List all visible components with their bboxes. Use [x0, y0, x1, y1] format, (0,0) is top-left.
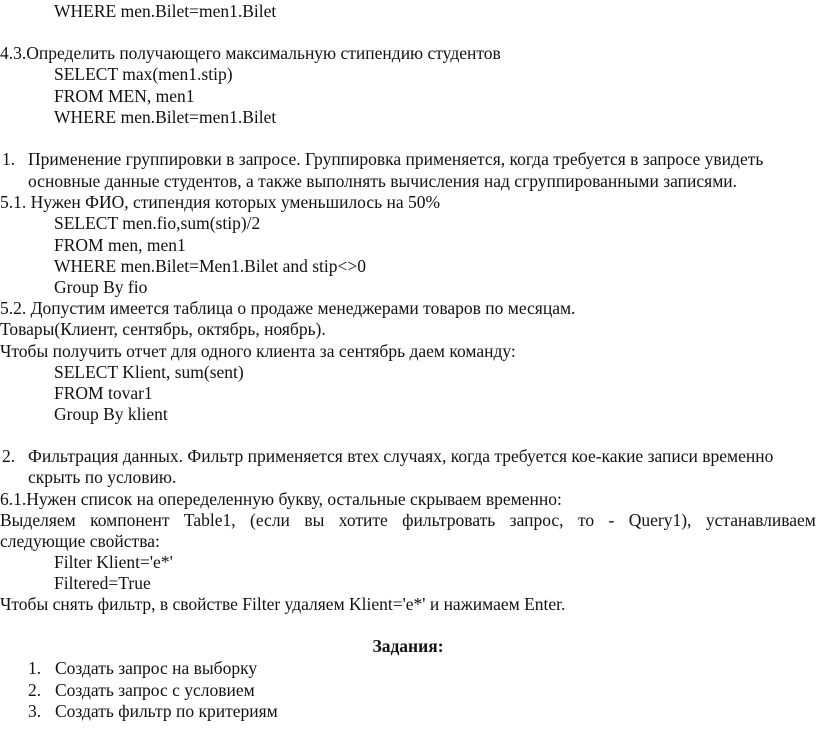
word: устанавливаем: [705, 510, 816, 530]
list-number: 2.: [2, 446, 16, 466]
list-number: 1.: [2, 149, 16, 169]
sql-where-line: WHERE men.Bilet=Men1.Bilet and stip<>0: [54, 256, 367, 276]
task-item: Создать запрос на выборку: [55, 658, 258, 678]
word: -: [608, 510, 615, 530]
sql-where-line: WHERE men.Bilet=men1.Bilet: [54, 1, 277, 21]
word: фильтровать: [402, 510, 496, 530]
task-item: Создать запрос с условием: [55, 680, 255, 700]
table-description: Товары(Клиент, сентябрь, октябрь, ноябрь).: [0, 319, 326, 339]
section-5-2-heading: 5.2. Допустим имеется таблица о продаже менеджерами товаров по месяцам.: [0, 298, 576, 318]
grouping-paragraph-cont: основные данные студентов, а также выполнять вычисления над сгруппированными записями.: [28, 171, 738, 191]
sql-where-line: WHERE men.Bilet=men1.Bilet: [54, 107, 277, 127]
word: Table1,: [183, 510, 236, 530]
word: вы: [304, 510, 325, 530]
component-instruction: [0, 509, 816, 531]
word: хотите: [338, 510, 388, 530]
component-instruction-cont: следующие свойства:: [0, 531, 160, 551]
sql-select-line: SELECT men.fio,sum(stip)/2: [54, 213, 261, 233]
word: компонент: [90, 510, 170, 530]
word: Query1),: [628, 510, 692, 530]
filtering-paragraph: Фильтрация данных. Фильтр применяется втех случаях, когда требуется кое-какие записи временно: [28, 446, 774, 466]
sql-select-line: SELECT max(men1.stip): [54, 64, 233, 84]
sql-groupby-line: Group By fio: [54, 277, 148, 297]
sql-from-line: FROM MEN, men1: [54, 86, 195, 106]
filter-property-line: Filter Klient='e*': [54, 552, 173, 572]
section-6-1-heading: 6.1.Нужен список на опеределенную букву, остальные скрываем временно:: [0, 489, 562, 509]
grouping-paragraph: Применение группировки в запросе. Группировка применяется, когда требуется в запросе увидеть: [28, 149, 764, 169]
task-number: 1.: [28, 658, 42, 678]
sql-select-line: SELECT Klient, sum(sent): [54, 362, 244, 382]
remove-filter-instruction: Чтобы снять фильтр, в свойстве Filter удаляем Klient='e*' и нажимаем Enter.: [0, 594, 566, 614]
word: Выделяем: [0, 510, 76, 530]
filtered-property-line: Filtered=True: [54, 573, 151, 593]
section-5-1-heading: 5.1. Нужен ФИО, стипендия которых уменьшилось на 50%: [0, 192, 441, 212]
sql-from-line: FROM men, men1: [54, 235, 186, 255]
word: то: [577, 510, 595, 530]
filtering-paragraph-cont: скрыть по условию.: [28, 467, 177, 487]
task-number: 2.: [28, 680, 42, 700]
sql-from-line: FROM tovar1: [54, 383, 153, 403]
section-4-3-heading: 4.3.Определить получающего максимальную стипендию студентов: [0, 43, 501, 63]
task-number: 3.: [28, 701, 42, 721]
word: (если: [250, 510, 290, 530]
word: запрос,: [509, 510, 564, 530]
report-instruction: Чтобы получить отчет для одного клиента за сентябрь даем команду:: [0, 341, 516, 361]
tasks-heading: Задания:: [372, 636, 444, 656]
task-item: Создать фильтр по критериям: [55, 701, 278, 721]
sql-groupby-line: Group By klient: [54, 404, 168, 424]
